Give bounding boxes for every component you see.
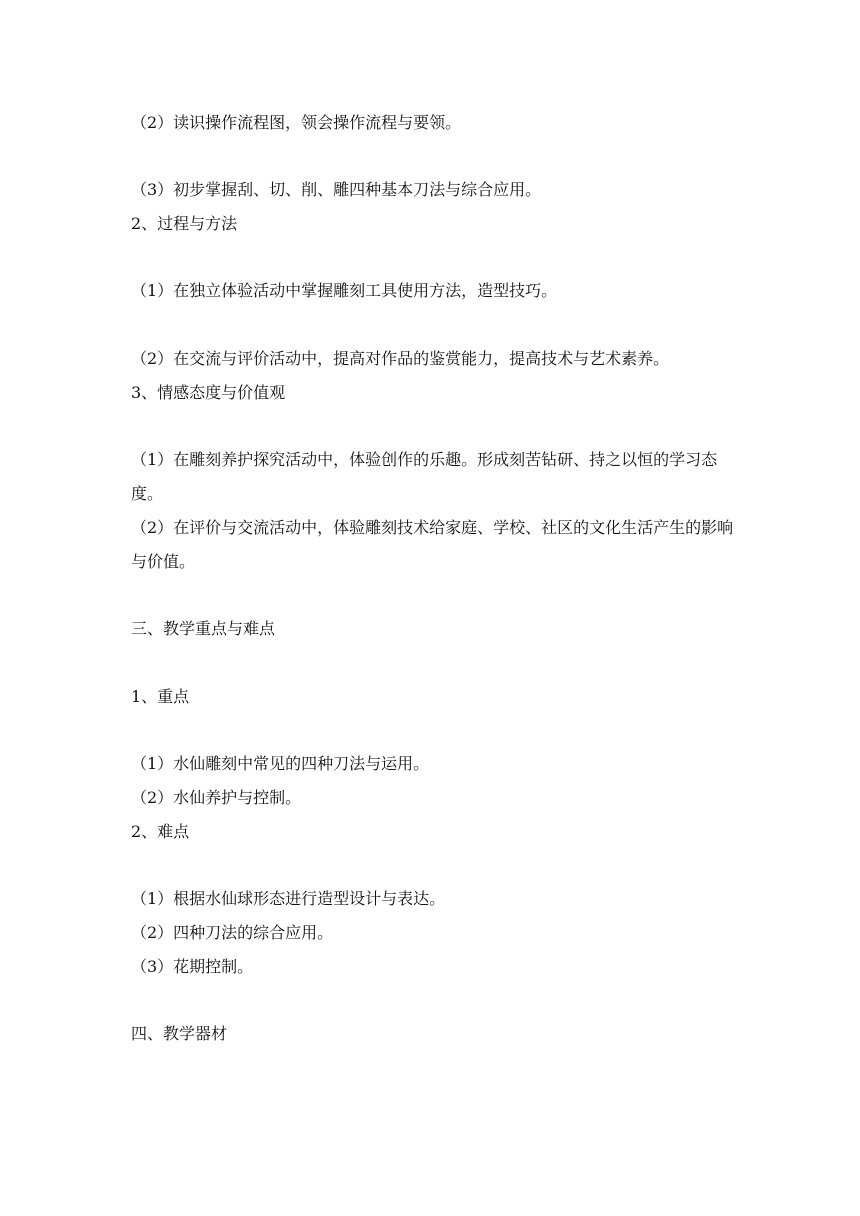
heading-key-points: 三、教学重点与难点 (131, 619, 276, 638)
heading-difficulty: 2、难点 (131, 822, 190, 841)
paragraph-focus-2: （2）水仙养护与控制。 (131, 788, 302, 807)
paragraph-difficulty-1: （1）根据水仙球形态进行造型设计与表达。 (131, 889, 446, 908)
heading-process-method: 2、过程与方法 (131, 214, 238, 233)
paragraph-objective-2: （2）读识操作流程图，领会操作流程与要领。 (131, 113, 462, 132)
heading-focus: 1、重点 (131, 687, 190, 706)
paragraph-process-1: （1）在独立体验活动中掌握雕刻工具使用方法，造型技巧。 (131, 281, 558, 300)
heading-emotion-values: 3、情感态度与价值观 (131, 383, 286, 402)
paragraph-focus-1: （1）水仙雕刻中常见的四种刀法与运用。 (131, 754, 430, 773)
paragraph-difficulty-2: （2）四种刀法的综合应用。 (131, 923, 334, 942)
paragraph-difficulty-3: （3）花期控制。 (131, 957, 254, 976)
paragraph-process-2: （2）在交流与评价活动中，提高对作品的鉴赏能力，提高技术与艺术素养。 (131, 349, 670, 368)
paragraph-emotion-2: （2）在评价与交流活动中，体验雕刻技术给家庭、学校、社区的文化生活产生的影响与价值。 (131, 518, 734, 571)
paragraph-objective-3: （3）初步掌握刮、切、削、雕四种基本刀法与综合应用。 (131, 180, 542, 199)
heading-equipment: 四、教学器材 (131, 1024, 228, 1043)
paragraph-emotion-1: （1）在雕刻养护探究活动中，体验创作的乐趣。形成刻苦钻研、持之以恒的学习态度。 (131, 450, 718, 503)
